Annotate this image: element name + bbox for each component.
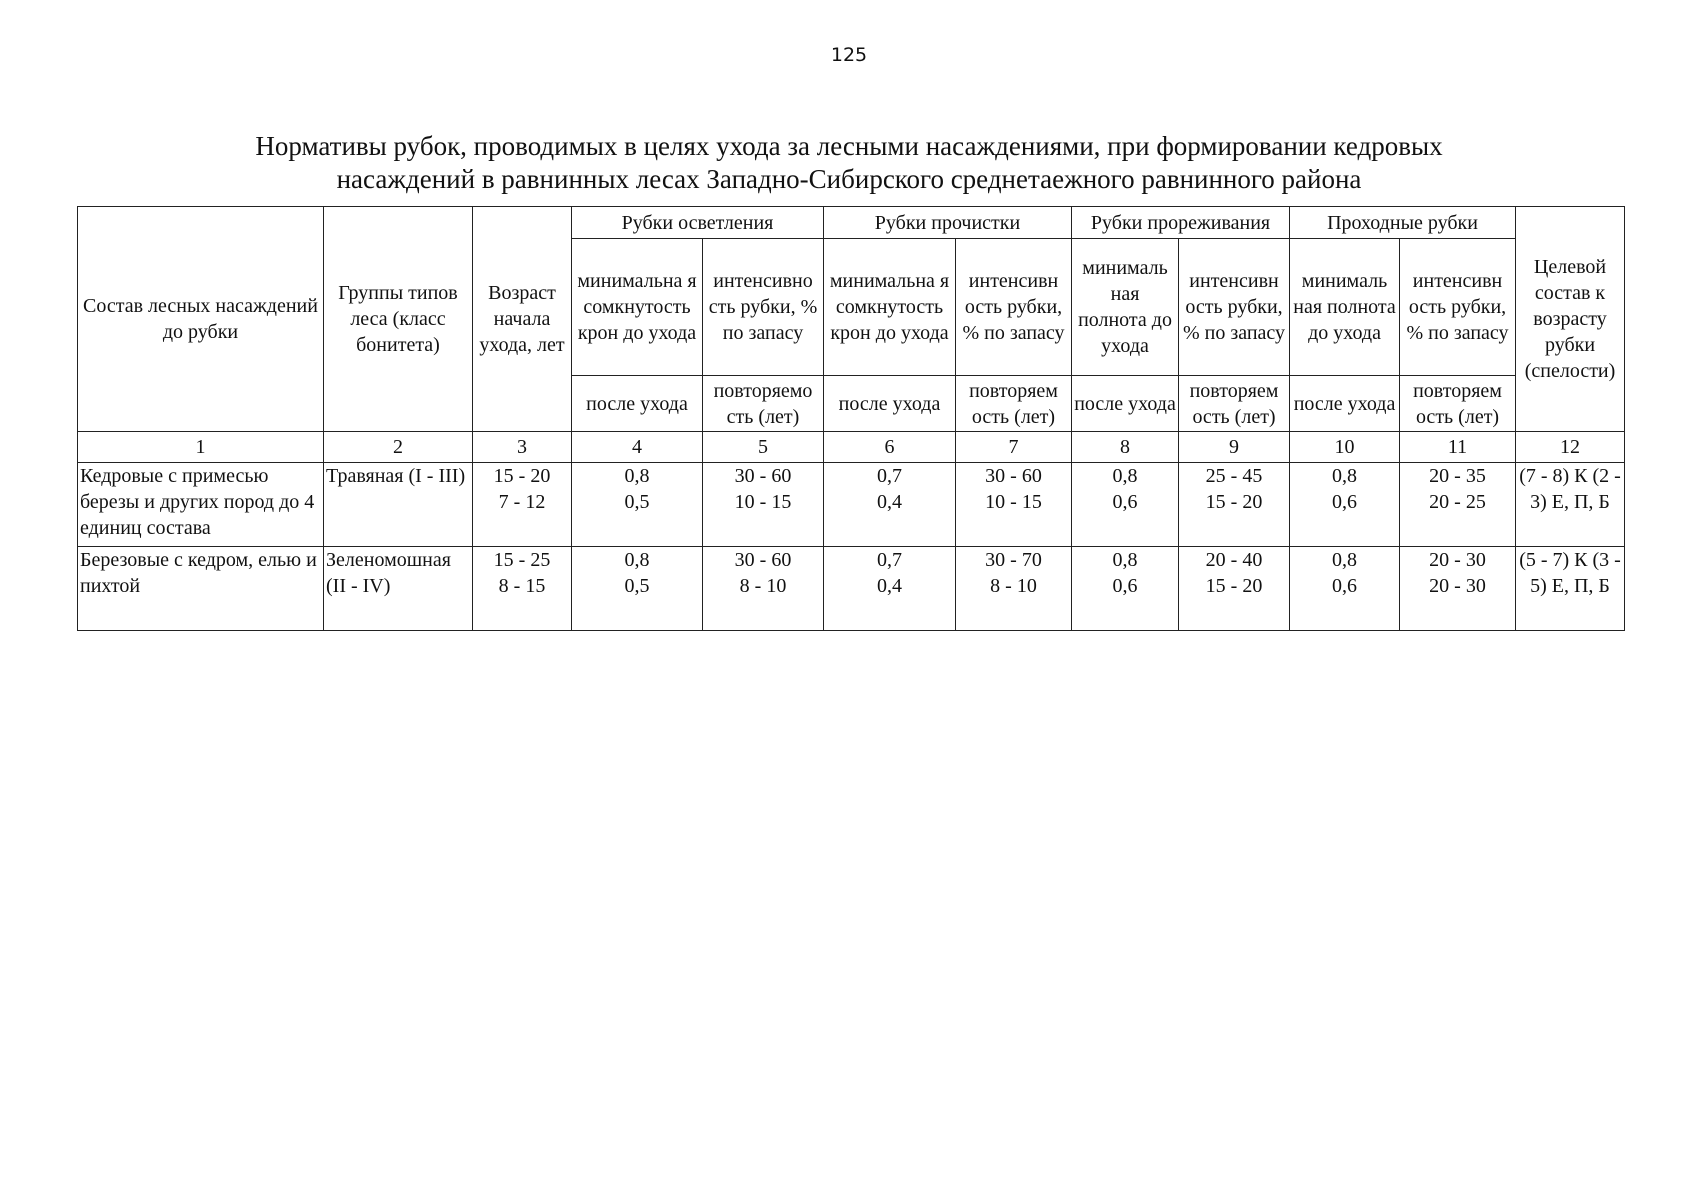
- column-number: 2: [324, 432, 473, 463]
- cell-value-bottom: 20 - 25: [1429, 491, 1486, 513]
- cell-c7: [956, 547, 1072, 631]
- column-number: 11: [1400, 432, 1516, 463]
- document-title: [150, 130, 1548, 196]
- cell-age: [473, 547, 572, 631]
- cell-value-bottom: 0,4: [877, 491, 902, 513]
- cell-value-top: 0,8: [1112, 549, 1138, 571]
- cell-c6: [824, 547, 956, 631]
- header-group-lightening: Рубки осветления: [572, 207, 824, 239]
- cell-value-bottom: 0,6: [1332, 575, 1358, 597]
- cell-c8: [1072, 547, 1179, 631]
- title-line-1: Нормативы рубок, проводимых в целях ухода за лесными насаждениями, при формировании кедровых: [255, 131, 1443, 161]
- cell-value-top: 0,7: [877, 549, 902, 571]
- column-number: 9: [1179, 432, 1290, 463]
- cell-forest-type: Травяная (I - III): [324, 463, 473, 547]
- cell-value-top: 20 - 40: [1205, 549, 1263, 571]
- column-number: 10: [1290, 432, 1400, 463]
- cell-value-top: 0,8: [1332, 465, 1358, 487]
- cell-value-bottom: 7 - 12: [498, 491, 546, 513]
- cell-value-bottom: 0,6: [1332, 491, 1358, 513]
- header-sub-bottom-9: повторяем ость (лет): [1179, 376, 1290, 432]
- table-row: [78, 463, 1625, 547]
- header-sub-top-5: интенсивно сть рубки, % по запасу: [703, 239, 824, 376]
- column-number: 3: [473, 432, 572, 463]
- cell-value-top: 15 - 25: [493, 549, 551, 571]
- header-sub-top-9: интенсивн ость рубки, % по запасу: [1179, 239, 1290, 376]
- header-composition-before: Состав лесных насаждений до рубки: [78, 207, 324, 432]
- header-sub-bottom-8: после ухода: [1072, 376, 1179, 432]
- header-sub-bottom-5: повторяемо сть (лет): [703, 376, 824, 432]
- cell-value-top: 20 - 30: [1429, 549, 1486, 571]
- header-sub-top-6: минимальна я сомкнутость крон до ухода: [824, 239, 956, 376]
- table-row: [78, 547, 1625, 631]
- cell-c5: [703, 547, 824, 631]
- header-sub-top-8: минималь ная полнота до ухода: [1072, 239, 1179, 376]
- cell-c9: [1179, 463, 1290, 547]
- cell-value-bottom: 0,5: [624, 491, 650, 513]
- header-group-passage: Проходные рубки: [1290, 207, 1516, 239]
- cell-value-bottom: 10 - 15: [985, 491, 1042, 513]
- cell-value-top: 0,8: [1112, 465, 1138, 487]
- header-group-cleaning: Рубки прочистки: [824, 207, 1072, 239]
- cell-value-bottom: 15 - 20: [1205, 491, 1263, 513]
- header-group-thinning: Рубки прореживания: [1072, 207, 1290, 239]
- column-number: 1: [78, 432, 324, 463]
- header-sub-top-11: интенсивн ость рубки, % по запасу: [1400, 239, 1516, 376]
- cell-c4: [572, 547, 703, 631]
- cell-c10: [1290, 547, 1400, 631]
- header-row-column-numbers: [78, 432, 1625, 463]
- cell-value-top: 30 - 70: [985, 549, 1042, 571]
- header-sub-bottom-11: повторяем ость (лет): [1400, 376, 1516, 432]
- cell-c8: [1072, 463, 1179, 547]
- cell-value-bottom: 20 - 30: [1429, 575, 1486, 597]
- header-sub-top-7: интенсивн ость рубки, % по запасу: [956, 239, 1072, 376]
- cell-c10: [1290, 463, 1400, 547]
- column-number: 6: [824, 432, 956, 463]
- cell-value-top: 0,8: [1332, 549, 1358, 571]
- header-target-composition: Целевой состав к возрасту рубки (спелости): [1516, 207, 1625, 432]
- column-number: 4: [572, 432, 703, 463]
- title-line-2: насаждений в равнинных лесах Западно-Сибирского среднетаежного равнинного района: [336, 164, 1362, 194]
- cell-c9: [1179, 547, 1290, 631]
- header-forest-type-groups: Группы типов леса (класс бонитета): [324, 207, 473, 432]
- cell-target: (7 - 8) К (2 - 3) Е, П, Б: [1516, 463, 1625, 547]
- header-start-age: Возраст начала ухода, лет: [473, 207, 572, 432]
- header-sub-bottom-7: повторяем ость (лет): [956, 376, 1072, 432]
- cell-value-bottom: 8 - 10: [990, 575, 1037, 597]
- cell-c6: [824, 463, 956, 547]
- cell-value-top: 0,7: [877, 465, 902, 487]
- cell-value-top: 25 - 45: [1205, 465, 1263, 487]
- column-number: 12: [1516, 432, 1625, 463]
- cell-c4: [572, 463, 703, 547]
- cell-value-top: 30 - 60: [734, 465, 792, 487]
- cell-forest-type: Зеленомошная (II - IV): [324, 547, 473, 631]
- cell-composition: Березовые с кедром, елью и пихтой: [78, 547, 324, 631]
- header-sub-bottom-4: после ухода: [572, 376, 703, 432]
- cell-c5: [703, 463, 824, 547]
- cell-value-top: 0,8: [624, 465, 650, 487]
- cell-value-bottom: 0,6: [1112, 575, 1138, 597]
- cell-value-bottom: 15 - 20: [1205, 575, 1263, 597]
- cell-c11: [1400, 463, 1516, 547]
- norms-table: [77, 206, 1625, 631]
- page-number: 125: [830, 44, 868, 66]
- cell-value-bottom: 10 - 15: [734, 491, 792, 513]
- header-sub-top-4: минимальна я сомкнутость крон до ухода: [572, 239, 703, 376]
- cell-target: (5 - 7) К (3 - 5) Е, П, Б: [1516, 547, 1625, 631]
- cell-value-bottom: 0,4: [877, 575, 902, 597]
- cell-value-bottom: 8 - 10: [739, 575, 787, 597]
- header-sub-top-10: минималь ная полнота до ухода: [1290, 239, 1400, 376]
- cell-value-bottom: 8 - 15: [498, 575, 546, 597]
- header-sub-bottom-10: после ухода: [1290, 376, 1400, 432]
- cell-age: [473, 463, 572, 547]
- cell-value-top: 30 - 60: [734, 549, 792, 571]
- cell-c11: [1400, 547, 1516, 631]
- cell-value-top: 0,8: [624, 549, 650, 571]
- column-number: 7: [956, 432, 1072, 463]
- cell-composition: Кедровые с примесью березы и других пород до 4 единиц состава: [78, 463, 324, 547]
- column-number: 8: [1072, 432, 1179, 463]
- cell-value-top: 30 - 60: [985, 465, 1042, 487]
- cell-value-bottom: 0,6: [1112, 491, 1138, 513]
- cell-value-top: 15 - 20: [493, 465, 551, 487]
- header-row-groups: [78, 207, 1625, 239]
- cell-value-bottom: 0,5: [624, 575, 650, 597]
- header-sub-bottom-6: после ухода: [824, 376, 956, 432]
- column-number: 5: [703, 432, 824, 463]
- cell-c7: [956, 463, 1072, 547]
- cell-value-top: 20 - 35: [1429, 465, 1486, 487]
